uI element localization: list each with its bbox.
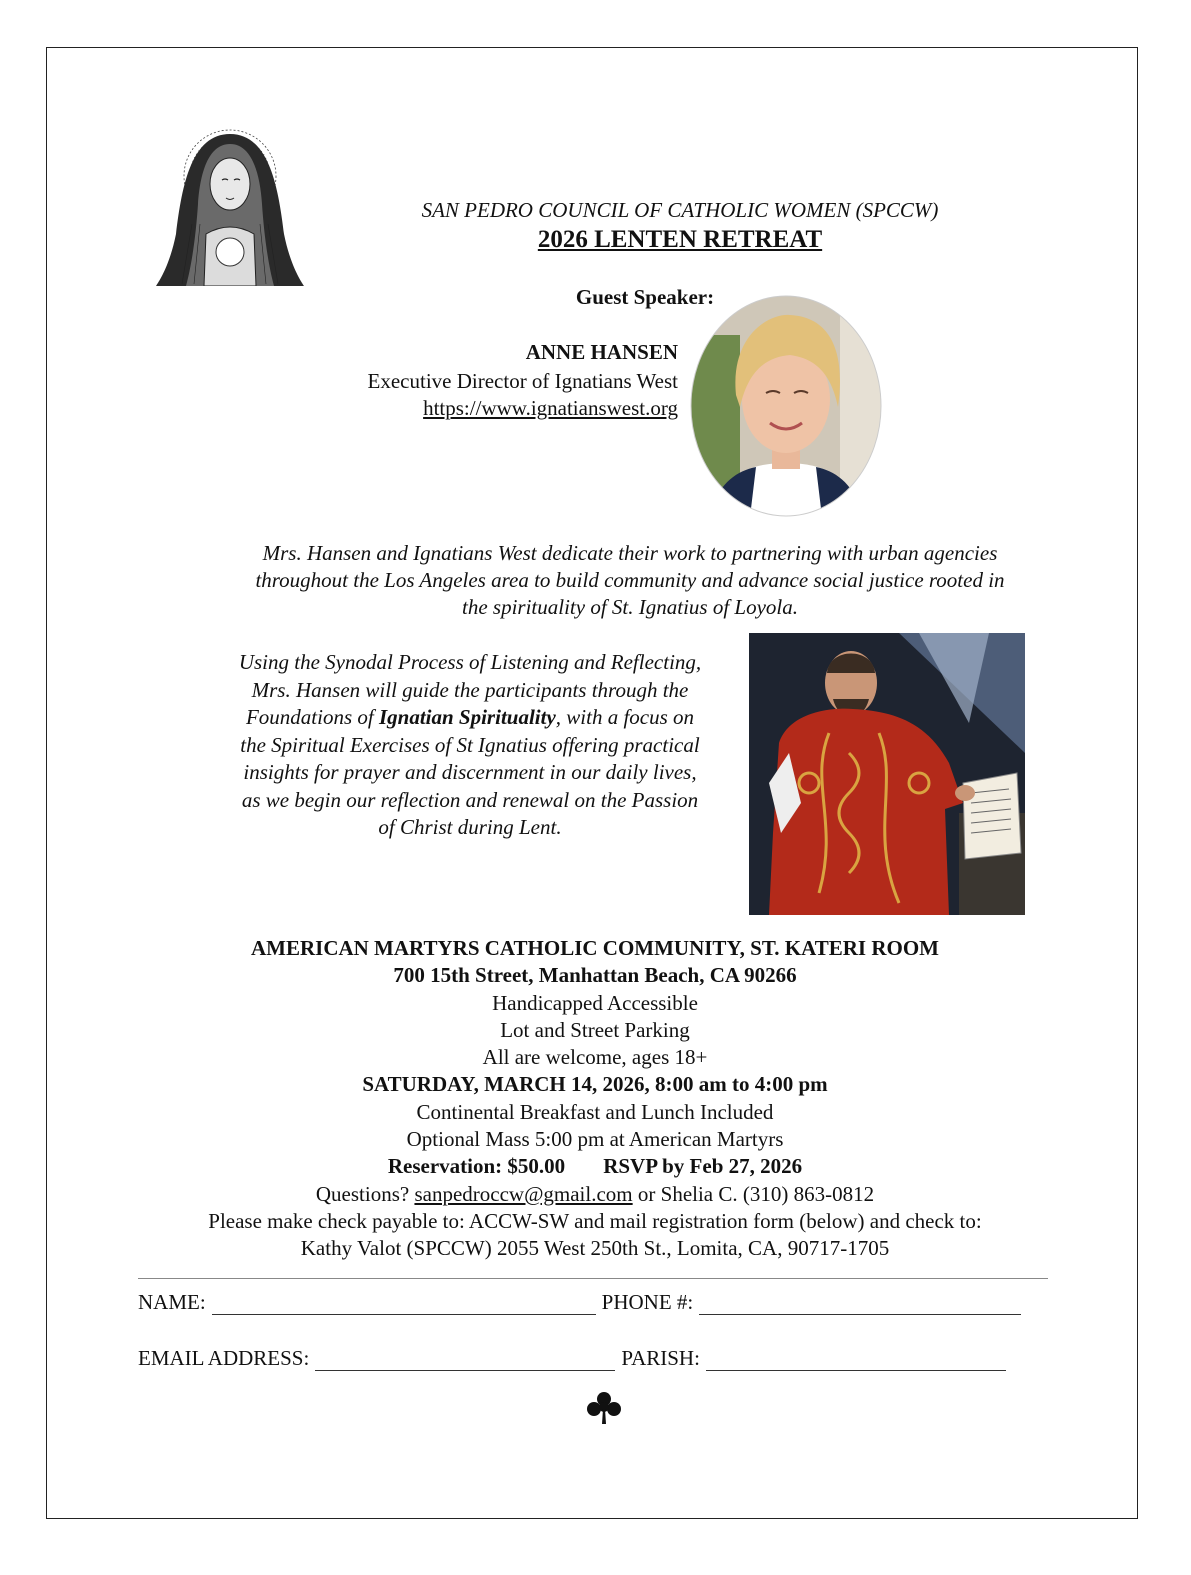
page-title: 2026 LENTEN RETREAT	[537, 226, 823, 253]
speaker-url[interactable]	[300, 396, 678, 421]
form-row-email-parish	[138, 1346, 1048, 1371]
p2-line: Mrs. Hansen will guide the participants through the	[251, 677, 689, 702]
saint-ignatius-painting	[749, 633, 1025, 915]
p2-text: Foundations of	[245, 705, 379, 729]
p2-line: Using the Synodal Process of Listening and Reflecting,	[238, 650, 702, 674]
event-date: SATURDAY, MARCH 14, 2026, 8:00 am to 4:00 pm	[362, 1072, 828, 1097]
email-field[interactable]	[315, 1348, 615, 1371]
description-paragraph-2	[200, 649, 740, 842]
form-row-name-phone	[138, 1290, 1048, 1315]
questions-label: Questions?	[315, 1181, 410, 1206]
speaker-name: ANNE HANSEN	[525, 340, 678, 364]
p2-line: of Christ during Lent.	[378, 815, 562, 839]
description-paragraph-1	[200, 540, 1060, 621]
reservation-line	[100, 1153, 1090, 1180]
welcome-note: All are welcome, ages 18+	[482, 1045, 708, 1070]
organization-name: SAN PEDRO COUNCIL OF CATHOLIC WOMEN (SPCCW)	[421, 198, 939, 222]
contact-email-link[interactable]: sanpedroccw@gmail.com	[414, 1181, 633, 1206]
questions-line	[100, 1181, 1090, 1208]
contact-phone: or Shelia C. (310) 863-0812	[637, 1181, 875, 1206]
madonna-illustration	[152, 124, 308, 286]
rsvp-deadline: RSVP by Feb 27, 2026	[603, 1154, 803, 1179]
p1-line: Mrs. Hansen and Ignatians West dedicate their work to partnering with urban agencies	[262, 541, 998, 565]
event-details	[100, 935, 1090, 1263]
phone-field[interactable]	[699, 1292, 1021, 1315]
phone-label: PHONE #:	[601, 1290, 694, 1314]
speaker-role: Executive Director of Ignatians West	[367, 369, 678, 393]
email-label: EMAIL ADDRESS:	[138, 1346, 310, 1370]
accessibility-note: Handicapped Accessible	[492, 990, 698, 1015]
mass-note: Optional Mass 5:00 pm at American Martyrs	[406, 1127, 784, 1152]
p2-line: as we begin our reflection and renewal on the Passion	[241, 787, 699, 812]
name-field[interactable]	[212, 1292, 596, 1315]
p2-text: , with a focus on	[555, 705, 695, 729]
parish-field[interactable]	[706, 1348, 1006, 1371]
check-instructions: Please make check payable to: ACCW-SW and mail registration form (below) and check to:	[208, 1208, 982, 1233]
venue-name: AMERICAN MARTYRS CATHOLIC COMMUNITY, ST. KATERI ROOM	[250, 936, 940, 960]
clover-ornament-icon	[586, 1391, 622, 1425]
guest-speaker-label: Guest Speaker:	[575, 285, 715, 309]
venue-address: 700 15th Street, Manhattan Beach, CA 90266	[393, 963, 797, 988]
mailing-address: Kathy Valot (SPCCW) 2055 West 250th St., Lomita, CA, 90717-1705	[300, 1236, 890, 1261]
form-divider	[138, 1278, 1048, 1279]
speaker-url-link[interactable]: https://www.ignatianswest.org	[423, 396, 678, 420]
name-label: NAME:	[138, 1290, 206, 1314]
reservation-price: Reservation: $50.00	[387, 1154, 566, 1179]
p1-line: the spirituality of St. Ignatius of Loyola.	[462, 595, 798, 619]
p1-line: throughout the Los Angeles area to build community and advance social justice rooted in	[255, 568, 1005, 592]
p2-line: the Spiritual Exercises of St Ignatius offering practical	[240, 732, 700, 757]
p2-line: insights for prayer and discernment in our daily lives,	[243, 760, 697, 784]
parking-note: Lot and Street Parking	[500, 1017, 690, 1042]
speaker-portrait	[690, 295, 882, 517]
p2-emphasis: Ignatian Spirituality	[378, 705, 556, 729]
p2-line	[200, 704, 740, 732]
meals-note: Continental Breakfast and Lunch Included	[416, 1099, 774, 1124]
parish-label: PARISH:	[621, 1346, 700, 1370]
